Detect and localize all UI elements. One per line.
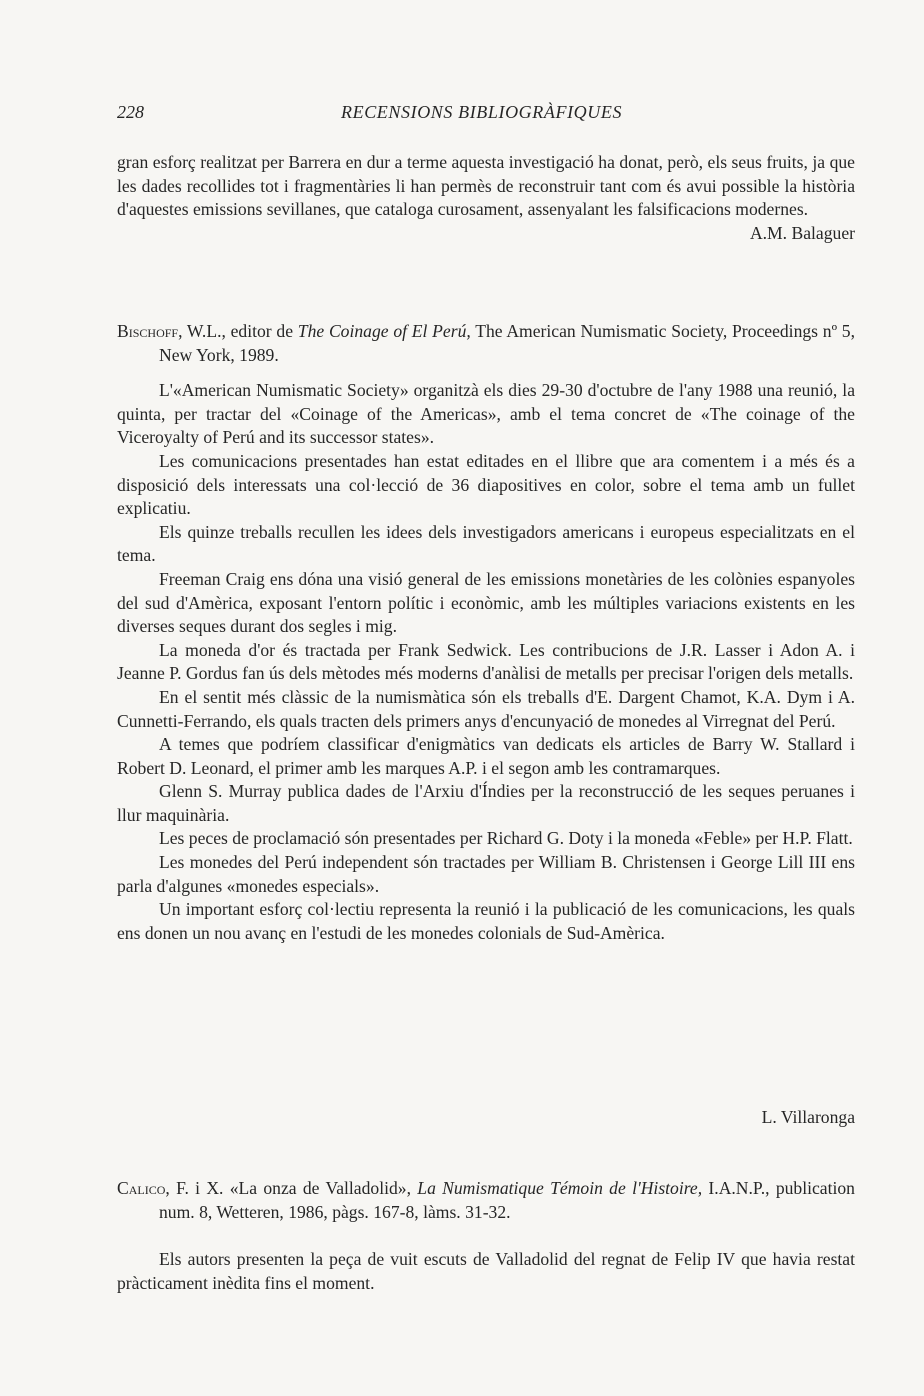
review-2 (117, 320, 855, 945)
page-number: 228 (117, 102, 144, 122)
running-title: RECENSIONS BIBLIOGRÀFIQUES (341, 102, 623, 122)
review-2-author-rest: , W.L., editor de (178, 321, 298, 341)
review-2-paragraph: Les monedes del Perú independent són tractades per William B. Christensen i George Lill III ens parla d'algunes «monedes especials». (117, 852, 855, 896)
review-3-body (117, 1248, 855, 1295)
review-2-paragraph: Freeman Craig ens dóna una visió general de les emissions monetàries de les colònies espanyoles del sud d'Amèrica, exposant l'entorn polític i econòmic, amb les múltiples variacions existents en les diverses seques durant dos segles i mig. (117, 568, 855, 637)
review-2-paragraph: Glenn S. Murray publica dades de l'Arxiu d'Índies per la reconstrucció de les seques peruanes i llur maquinària. (117, 781, 855, 825)
review-3-citation (117, 1177, 855, 1224)
review-3-book-title: La Numismatique Témoin de l'Histoire, (417, 1178, 703, 1198)
review-3-author: Calico (117, 1178, 166, 1198)
review-2-paragraph: En el sentit més clàssic de la numismàtica són els treballs d'E. Dargent Chamot, K.A. Dym i A. Cunnetti-Ferrando, els quals tracten dels primers anys d'encunyació de monedes al Virregnat del Perú. (117, 686, 855, 731)
review-3-author-rest: , F. i X. «La onza de Valladolid», (165, 1178, 418, 1198)
review-2-paragraph: A temes que podríem classificar d'enigmàtics van dedicats els articles de Barry W. Stallard i Robert D. Leonard, el primer amb les marques A.P. i el segon amb les contramarques. (117, 734, 855, 778)
review-1-signature: A.M. Balaguer (749, 222, 855, 243)
page-header (117, 102, 855, 130)
review-1-text: gran esforç realitzat per Barrera en dur a terme aquesta investigació ha donat, però, els seus fruits, ja que les dades recollides tot i fragmentàries li han permès de reconstruir tant com és avui possible la història d'aquestes emissions sevillanes, que cataloga curosament, assenyalant les falsificacions modernes. (117, 152, 855, 220)
review-2-paragraph: Els quinze treballs recullen les idees dels investigadors americans i europeus especialitzats en el tema. (117, 521, 855, 566)
review-2-paragraph: Un important esforç col·lectiu representa la reunió i la publicació de les comunicacions, les quals ens donen un nou avanç en l'estudi de les monedes colonials de Sud-Amèrica. (117, 899, 855, 943)
review-2-paragraph: Les comunicacions presentades han estat editades en el llibre que ara comentem i a més és a disposició dels interessats una col·lecció de 36 diapositives en color, sobre el tema amb un fullet explicatiu. (117, 450, 855, 519)
review-1 (117, 151, 855, 245)
review-3-citation-block (117, 1177, 855, 1224)
review-2-citation (117, 320, 855, 367)
review-2-signature-block (117, 1106, 855, 1130)
review-3-paragraph: Els autors presenten la peça de vuit escuts de Valladolid del regnat de Felip IV que havia restat pràcticament inèdita fins el moment. (117, 1249, 855, 1293)
review-2-paragraph: Les peces de proclamació són presentades per Richard G. Doty i la moneda «Feble» per H.P. Flatt. (159, 828, 853, 849)
review-2-book-title: The Coinage of El Perú, (297, 321, 471, 341)
review-3-citation-rest: I.A.N.P., publication num. 8, Wetteren, 1986, pàgs. 167-8, làms. 31-32. (159, 1178, 855, 1222)
review-2-paragraph: La moneda d'or és tractada per Frank Sedwick. Les contribucions de J.R. Lasser i Adon A. i Jeanne P. Gordus fan ús dels mètodes més moderns d'anàlisi de metalls per precisar l'origen dels metalls. (117, 639, 855, 684)
review-2-paragraph: L'«American Numismatic Society» organitzà els dies 29-30 d'octubre de l'any 1988 una reunió, la quinta, per tractar del «Coinage of the Americas», amb el tema concret de «The coinage of the Viceroyalty of Perú and its successor states». (117, 380, 855, 448)
review-2-author: Bischoff (117, 321, 179, 341)
review-2-citation-rest: The American Numismatic Society, Proceedings nº 5, New York, 1989. (159, 321, 855, 365)
review-2-signature: L. Villaronga (761, 1107, 855, 1127)
